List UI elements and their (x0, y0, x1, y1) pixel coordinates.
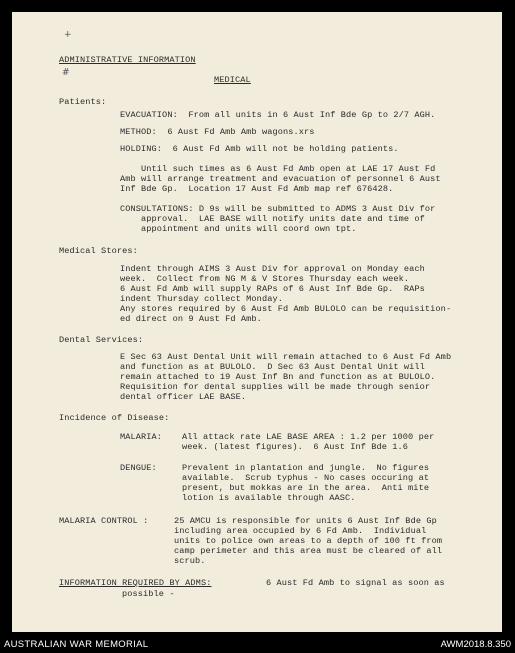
consultations-line: appointment and units will coord own tpt. (120, 224, 357, 234)
patients-paragraph-line: Inf Bde Gp. Location 17 Aust Fd Amb map ref 676428. (120, 184, 394, 194)
document-heading: ADMINISTRATIVE INFORMATION (59, 55, 196, 65)
medical-stores-line: indent Thursday collect Monday. (120, 294, 283, 304)
dengue-label: DENGUE: (120, 463, 157, 473)
evacuation-line: EVACUATION: From all units in 6 Aust Inf Bde Gp to 2/7 AGH. (120, 110, 436, 120)
medical-stores-line: 6 Aust Fd Amb will supply RAPs of 6 Aust Inf Bde Gp. RAPs (120, 284, 425, 294)
pencil-mark: + (64, 30, 72, 40)
medical-stores-line: week. Collect from NG M & V Stores Thursday each week. (120, 274, 410, 284)
dengue-line: available. Scrub typhus - No cases occuring at (182, 473, 430, 483)
malaria-line: All attack rate LAE BASE AREA : 1.2 per 1000 per (182, 432, 435, 442)
malaria-line: week. (latest figures). 6 Aust Inf Bde 1.6 (182, 442, 409, 452)
dental-title: Dental Services: (59, 335, 144, 345)
medical-stores-line: ed direct on 9 Aust Fd Amb. (120, 314, 262, 324)
dengue-line: Prevalent in plantation and jungle. No figures (182, 463, 430, 473)
dental-line: dental officer LAE BASE. (120, 392, 247, 402)
medical-stores-title: Medical Stores: (59, 246, 138, 256)
footer-institution: AUSTRALIAN WAR MEMORIAL (4, 639, 149, 650)
malaria-label: MALARIA: (120, 432, 163, 442)
section-subheading: MEDICAL (214, 75, 251, 85)
method-line: METHOD: 6 Aust Fd Amb Amb wagons.xrs (120, 127, 315, 137)
consultations-line: approval. LAE BASE will notify units date and time of (120, 214, 425, 224)
dental-line: remain attached to 19 Aust Inf Bn and function as at BULOLO. (120, 372, 436, 382)
malaria-control-line: scrub. (174, 556, 206, 566)
malaria-control-line: units to police own areas to a depth of 100 ft from (174, 536, 443, 546)
patients-paragraph-line: Amb will arrange treatment and evacuation of personnel 6 Aust (120, 174, 441, 184)
holding-line: HOLDING: 6 Aust Fd Amb will not be holding patients. (120, 144, 399, 154)
dental-line: E Sec 63 Aust Dental Unit will remain attached to 6 Aust Fd Amb (120, 352, 452, 362)
patients-title: Patients: (59, 97, 107, 107)
info-required-text: 6 Aust Fd Amb to signal as soon as (266, 578, 445, 588)
malaria-control-label: MALARIA CONTROL : (59, 516, 149, 526)
footer-accession-number: AWM2018.8.350 (440, 639, 511, 650)
medical-stores-line: Indent through AIMS 3 Aust Div for approval on Monday each (120, 264, 425, 274)
patients-paragraph-line: Until such times as 6 Aust Fd Amb open at LAE 17 Aust Fd (120, 164, 436, 174)
medical-stores-line: Any stores required by 6 Aust Fd Amb BULOLO can be requisition- (120, 304, 452, 314)
info-required-label: INFORMATION REQUIRED BY ADMS: (59, 578, 212, 588)
dental-line: Requisition for dental supplies will be made through senior (120, 382, 431, 392)
pencil-mark: # (62, 68, 70, 78)
dengue-line: present, but mokkas are in the area. Anti mite (182, 483, 430, 493)
malaria-control-line: including area occupied by 6 Fd Amb. Individual (174, 526, 427, 536)
document-page (12, 12, 502, 632)
consultations-line: CONSULTATIONS: D 9s will be submitted to ADMS 3 Aust Div for (120, 204, 436, 214)
malaria-control-line: 25 AMCU is responsible for units 6 Aust Inf Bde Gp (174, 516, 437, 526)
dental-line: and function as at BULOLO. D Sec 63 Aust Dental Unit will (120, 362, 425, 372)
archive-footer (0, 636, 515, 653)
info-required-text: possible - (122, 589, 175, 599)
dengue-line: lotion is available through AASC. (182, 493, 356, 503)
incidence-title: Incidence of Disease: (59, 413, 170, 423)
malaria-control-line: camp perimeter and this area must be cleared of all (174, 546, 443, 556)
